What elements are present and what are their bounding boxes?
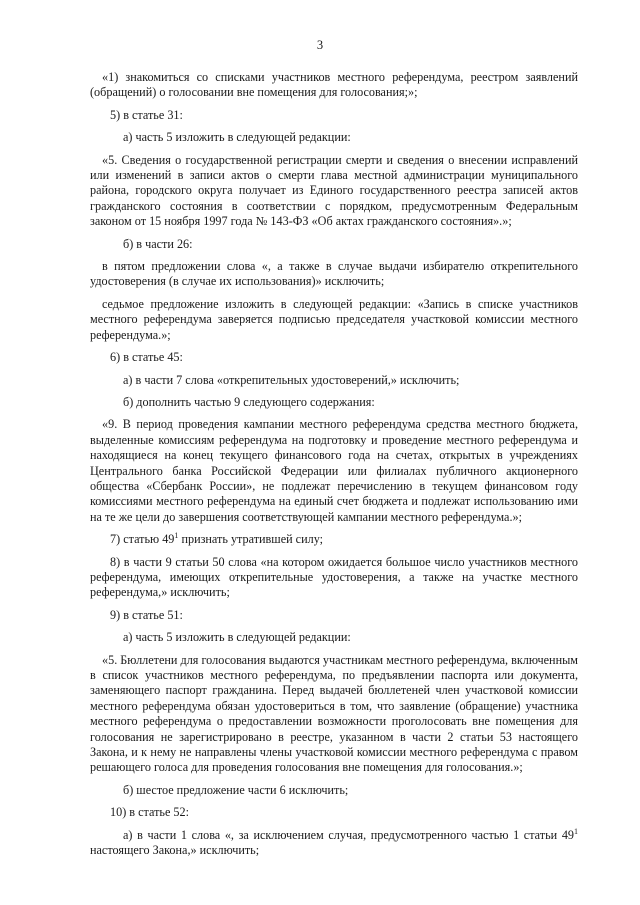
paragraph: седьмое предложение изложить в следующей редакции: «Запись в списке участников местного референдума заверяется подписью председателя участковой комиссии местного референдума.»; — [90, 296, 578, 342]
page-number: 3 — [316, 38, 324, 52]
paragraph: «5. Сведения о государственной регистрации смерти и сведения о внесении исправлений или изменений в записи актов о смерти глава местной администрации муниципального района, городского округа получает из Единого государственного реестра записей актов гражданского состояния в соответствии с порядком, предусмотренным Федеральным законом от 15 ноября 1997 года № 143-ФЗ «Об актах гражданского состояния».»; — [90, 152, 578, 229]
item-text: а) в части 1 слова «, за исключением случая, предусмотренного частью 1 статьи 49 — [123, 827, 574, 842]
item-text: признать утратившей силу; — [178, 532, 324, 547]
list-item: 9) в статье 51: — [110, 607, 183, 622]
list-item: 10) в статье 52: — [110, 805, 189, 820]
list-item: 6) в статье 45: — [110, 350, 183, 365]
sub-item: а) часть 5 изложить в следующей редакции: — [123, 630, 351, 645]
sub-item: б) дополнить частью 9 следующего содержания: — [123, 394, 375, 409]
sub-item — [90, 828, 578, 859]
document-body — [90, 70, 578, 865]
list-item: 8) в части 9 статьи 50 слова «на котором ожидается большое число участников местного референдума, имеющих открепительные удостоверения, а также на участке местного референдума,» исключить; — [90, 554, 578, 600]
sub-item: б) в части 26: — [123, 236, 193, 251]
superscript: 1 — [574, 826, 578, 836]
item-text: настоящего Закона,» исключить; — [90, 843, 260, 858]
sub-item: б) шестое предложение части 6 исключить; — [123, 782, 349, 797]
paragraph: «5. Бюллетени для голосования выдаются участникам местного референдума, включенным в список участников местного референдума, по предъявлении паспорта или документа, заменяющего паспорт гражданина. Перед выдачей бюллетеней член участковой комиссии местного референдума обязан удостовериться в том, что заявление (обращение) участника местного референдума о предоставлении возможности проголосовать вне помещения для голосования не зарегистрировано в реестре, указанном в части 2 статьи 53 настоящего Закона, и к нему не направлены члены участковой комиссии местного референдума с правом решающего голоса для проведения голосования вне помещения для голосования.»; — [90, 652, 578, 775]
paragraph: «1) знакомиться со списками участников местного референдума, реестром заявлений (обращений) о голосовании вне помещения для голосования;»; — [90, 70, 578, 100]
list-item: 5) в статье 31: — [110, 107, 183, 122]
sub-item: а) в части 7 слова «открепительных удостоверений,» исключить; — [123, 372, 460, 387]
sub-item: а) часть 5 изложить в следующей редакции: — [123, 130, 351, 145]
paragraph: «9. В период проведения кампании местного референдума средства местного бюджета, выделенные комиссиям референдума на подготовку и проведение местного референдума и находящиеся на конец текущего финансового года на счетах, открытых в учреждениях Центрального банка Российской Федерации или филиалах публичного акционерного общества «Сбербанк России», не подлежат перечислению в текущем финансовом году комиссиями местного референдума на единый счет бюджета и подлежат использованию ими на те же цели до завершения соответствующей кампании местного референдума.»; — [90, 417, 578, 524]
item-text: 7) статью 49 — [110, 532, 175, 547]
superscript: 1 — [174, 531, 179, 541]
list-item — [90, 532, 578, 547]
paragraph: в пятом предложении слова «, а также в случае выдачи избирателю открепительного удостоверения (в случае их использования)» исключить; — [90, 259, 578, 289]
